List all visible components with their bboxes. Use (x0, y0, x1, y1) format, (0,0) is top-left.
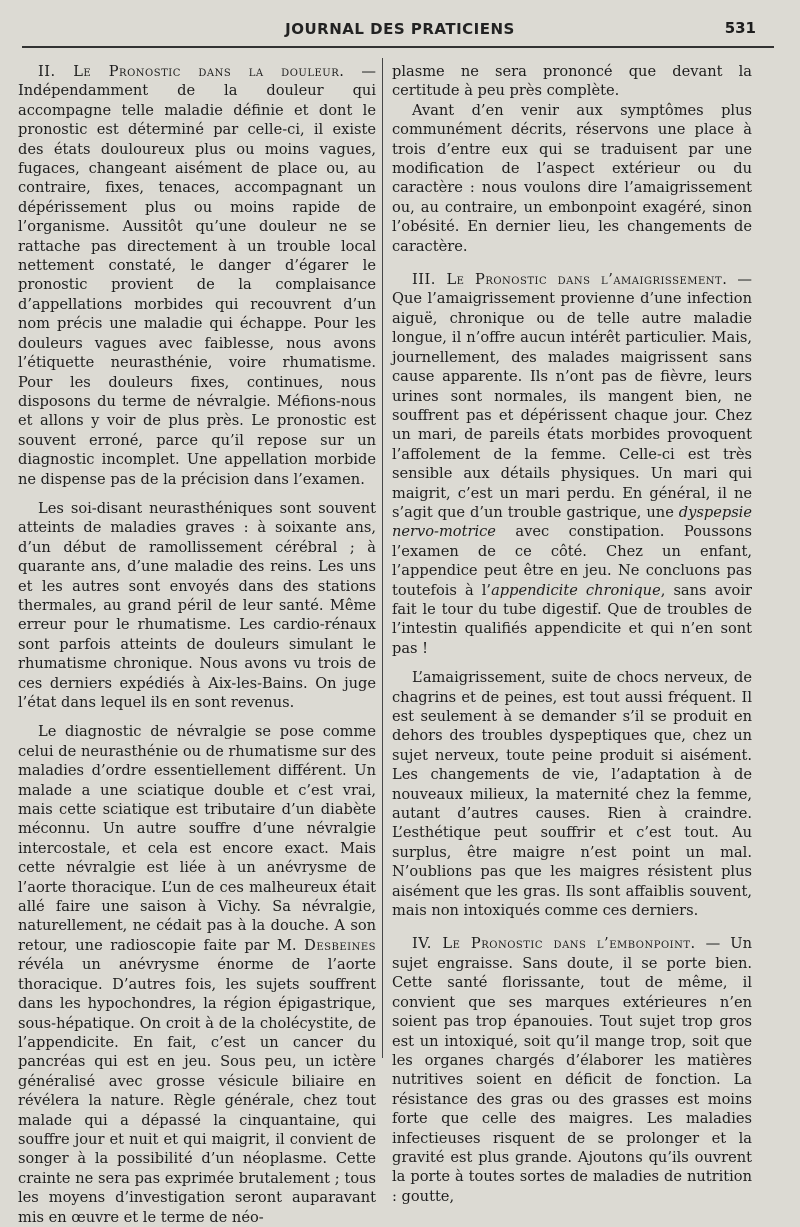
paragraph-text: , sans avoir fait le tour du tube digestif. Que de troubles de l’intestin qualifiés appendicite et qui n’en sont pas ! (392, 581, 752, 657)
section-heading-douleur: II. Le Pronostic dans la douleur. (38, 63, 345, 80)
paragraph-continuation: plasme ne sera prononcé que devant la certitude à peu près complète. (392, 63, 752, 100)
left-column (18, 62, 376, 1227)
paragraph-neurasthenie: Les soi-disant neurasthéniques sont souvent atteints de maladies graves : à soixante ans, d’un début de ramollissement cérébral ; à quarante ans, d’une maladie des reins. Les uns et les autres sont envoyés dans des stations thermales, au grand péril de leur santé. Même erreur pour le rhumatisme. Les cardio-rénaux sont parfois atteints de douleurs simulant le rhumatisme chronique. Nous avons vu trois de ces derniers expédiés à Aix-les-Bains. On juge l’état dans lequel ils en sont revenus. (18, 499, 376, 711)
paragraph-embonpoint (392, 934, 752, 1206)
italic-term: dyspepsie nervo-motrice (392, 503, 752, 541)
section-heading-amaigrissement: III. Le Pronostic dans l’amaigrissement. (412, 271, 728, 289)
paragraph-chocs-nerveux: L’amaigrissement, suite de chocs nerveux, de chagrins et de peines, est tout aussi fréquent. Il est seulement à se demander s’il se produit en dehors des troubles dyspeptiques que, chez un sujet nerveux, toute peine produit si aisément. Les changements de vie, l’adaptation à de nouveaux milieux, la maternité chez la femme, autant d’autres causes. Rien à craindre. L’esthétique peut souffrir et c’est tout. Au surplus, être maigre n’est point un mal. N’oublions pas que les maigres résistent plus aisément que les gras. Ils sont affaiblis souvent, mais non intoxiqués comme ces derniers. (392, 669, 752, 920)
column-divider (382, 58, 383, 1058)
section-heading-embonpoint: IV. Le Pronostic dans l’embonpoint. (412, 935, 696, 953)
paragraph-douleur (18, 62, 376, 489)
paragraph-text: Le diagnostic de névralgie se pose comme celui de neurasthénie ou de rhumatisme sur des maladies d’ordre essentiellement différent. Un malade a une sciatique double et c’est vrai, mais cette sciatique est tributaire d’un diabète méconnu. Un autre souffre d’une névralgie intercostale, et cela est encore exact. Mais cette névralgie est liée à un anévrysme de l’aorte thoracique. L’un de ces malheureux était allé faire une saison à Vichy. Sa névralgie, naturellement, ne cédait pas à la douche. A son retour, une radioscopie faite par M. (18, 723, 376, 954)
author-name: Desbeines (304, 936, 376, 954)
paragraph-text: avec constipation. Poussons l’examen de ce côté. Chez un enfant, l’appendice peut être en jeu. Ne concluons pas toutefois à l’ (392, 523, 752, 599)
page-header (0, 0, 800, 48)
paragraph-text: — Que l’amaigrissement provienne d’une infection aiguë, chronique ou de telle autre maladie longue, il n’offre aucun intérêt particulier. Mais, journellement, des malades maigrissent sans cause apparente. Ils n’ont pas de fièvre, leurs urines sont normales, ils mangent bien, ne souffrent pas et dépérissent chaque jour. Chez un mari, de pareils états morbides provoquent l’affolement de la femme. Celle-ci est très sensible aux détails physiques. Un mari qui maigrit, c’est un mari perdu. En général, il ne s’agit que d’un trouble gastrique, une (392, 271, 752, 521)
paragraph-symptomes: Avant d’en venir aux symptômes plus communément décrits, réservons une place à trois d’entre eux qui se traduisent par une modification de l’aspect extérieur ou du caractère : nous voulons dire l’amaigrissement ou, au contraire, un embonpoint exagéré, sinon l’obésité. En dernier lieu, les changements de caractère. (392, 101, 752, 255)
page-number: 531 (724, 19, 756, 37)
paragraph-amaigrissement (392, 270, 752, 658)
paragraph-text: révéla un anévrysme énorme de l’aorte thoracique. D’autres fois, les sujets souffrent dans les hypochondres, la région épigastrique, sous-hépatique. On croit à de la cholécystite, de l’appendicite. En fait, c’est un cancer du pancréas qui est en jeu. Sous peu, un ictère généralisé avec grosse vésicule biliaire en révélera la nature. Règle générale, chez tout malade qui a dépassé la cinquantaine, qui souffre jour et nuit et qui maigrit, il convient de songer à la possibilité d’un néoplasme. Cette crainte ne sera pas exprimée brutalement ; tous les moyens d’investigation seront auparavant mis en œuvre et le terme de néo- (18, 956, 376, 1226)
header-rule (22, 46, 774, 48)
paragraph-nevralgie (18, 722, 376, 1227)
journal-title: JOURNAL DES PRATICIENS (285, 20, 515, 38)
right-column (392, 62, 752, 1206)
italic-term: appendicite chronique (491, 581, 661, 599)
paragraph-text: — Un sujet engraisse. Sans doute, il se porte bien. Cette santé florissante, tout de même, il convient que ses marques extérieures n’en soient pas trop épanouies. Tout sujet trop gros est un intoxiqué, soit qu’il mange trop, soit que les organes chargés d’élaborer les matières nutritives soient en déficit de fonction. La résistance des gras ou des grasses est moins forte que celle des maigres. Les maladies infectieuses risquent de se prolonger et la gravité est plus grande. Ajoutons qu’ils ouvrent la porte à toutes sortes de maladies de nutrition : goutte, (392, 935, 752, 1205)
paragraph-text: — Indépendamment de la douleur qui accompagne telle maladie définie et dont le pronostic est déterminé par celle-ci, il existe des états douloureux plus ou moins vagues, fugaces, changeant aisément de place ou, au contraire, fixes, tenaces, accompagnant un dépérissement plus ou moins rapide de l’organisme. Aussitôt qu’une douleur ne se rattache pas directement à un trouble local nettement constaté, le danger d’égarer le pronostic provient de la complaisance d’appellations morbides qui recouvrent d’un nom précis une maladie qui échappe. Pour les douleurs vagues avec faiblesse, nous avons l’étiquette neurasthénie, voire rhumatisme. Pour les douleurs fixes, continues, nous disposons du terme de névralgie. Méfions-nous et allons y voir de plus près. Le pronostic est souvent erroné, parce qu’il repose sur un diagnostic incomplet. Une appellation morbide ne dispense pas de la précision dans l’examen. (18, 63, 376, 488)
